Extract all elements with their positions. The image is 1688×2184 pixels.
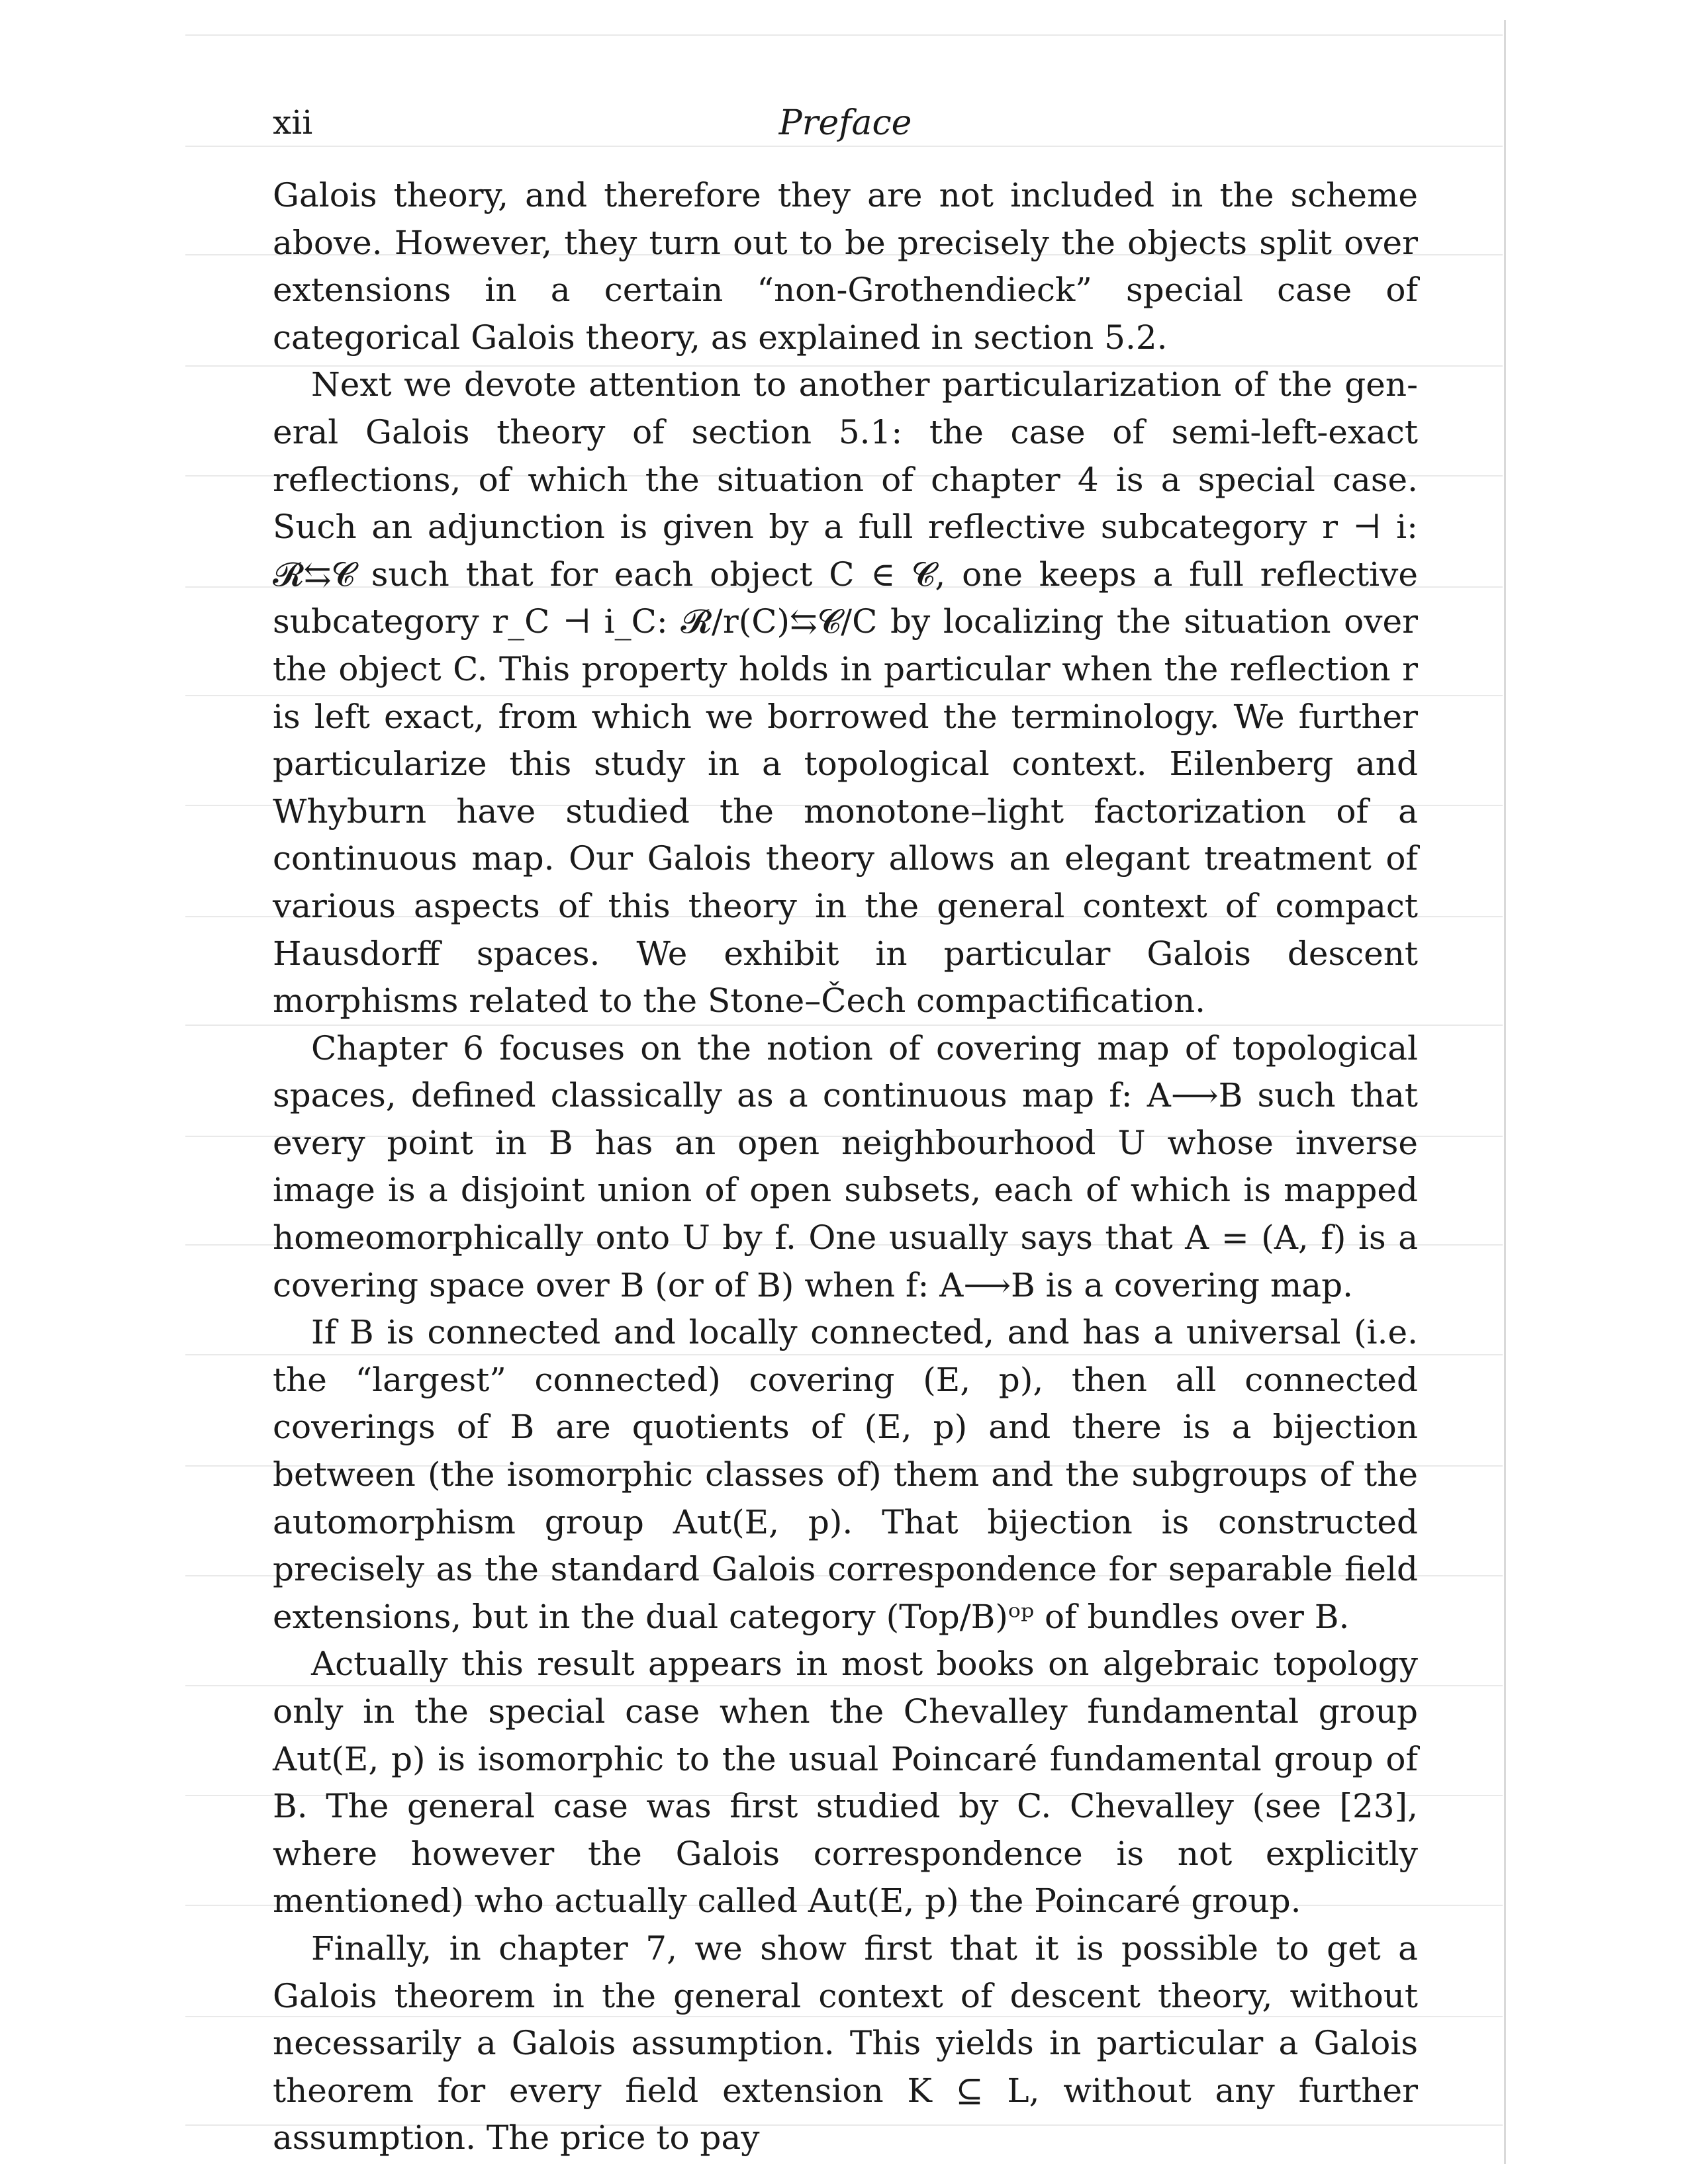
scan-line: [185, 34, 1503, 36]
page-number: xii: [273, 103, 313, 142]
paragraph: Next we devote attention to another particularization of the general Galois theory of section 5.1: the case of semi-left-exact reflections, of which the situation of chapter 4 is a special case. Such an adjunction is given by a full reflective subcategory r ⊣ i: 𝓡⇆𝓒 such that for each object C ∈ 𝓒, one keeps a full reflective subcategory r_C ⊣ i_C: 𝓡/r(C)⇆𝓒/C by localizing the situation over the object C. This property holds in particular when the reflection r is left exact, from which we borrowed the terminology. We further particularize this study in a topological context. Eilenberg and Whyburn have studied the monotone–light factorization of a continuous map. Our Galois theory allows an elegant treatment of various aspects of this theory in the general context of compact Hausdorff spaces. We exhibit in particular Galois descent morphisms related to the Stone–Čech compactification.: [273, 365, 1418, 1021]
paragraph: Chapter 6 focuses on the notion of covering map of topological spaces, defined classically as a continuous map f: A⟶B such that every point in B has an open neighbourhood U whose inverse image is a disjoint union of open subsets, each of which is mapped homeomorphically onto U by f. One usually says that A = (A, f) is a covering space over B (or of B) when f: A⟶B is a covering map.: [273, 1028, 1418, 1304]
paragraph: Finally, in chapter 7, we show first that it is possible to get a Galois theorem in the general context of descent theory, without necessarily a Galois assumption. This yields in particular a Galois theorem for every field extension K ⊆ L, without any further assumption. The price to pay: [273, 1929, 1418, 2158]
body-text: [273, 172, 1418, 2162]
page-edge: [1504, 20, 1506, 2164]
page-header: [273, 99, 1418, 152]
paragraph: Galois theory, and therefore they are not included in the scheme above. However, they turn out to be precisely the objects split over extensions in a certain “non-Grothendieck” special case of categorical Galois theory, as explained in section 5.2.: [273, 176, 1418, 357]
paragraph: Actually this result appears in most books on algebraic topology only in the special case when the Chevalley fundamental group Aut(E, p) is isomorphic to the usual Poincaré fundamental group of B. The general case was first studied by C. Chevalley (see [23], where however the Galois correspondence is not explicitly mentioned) who actually called Aut(E, p) the Poincaré group.: [273, 1645, 1418, 1921]
running-title: Preface: [778, 103, 912, 143]
paragraph: If B is connected and locally connected, and has a universal (i.e. the “largest” connected) covering (E, p), then all connected coverings of B are quotients of (E, p) and there is a bijection between (the isomorphic classes of) them and the subgroups of the automorphism group Aut(E, p). That bijection is constructed precisely as the standard Galois correspondence for separable field extensions, but in the dual category (Top/B)ᵒᵖ of bundles over B.: [273, 1313, 1418, 1636]
